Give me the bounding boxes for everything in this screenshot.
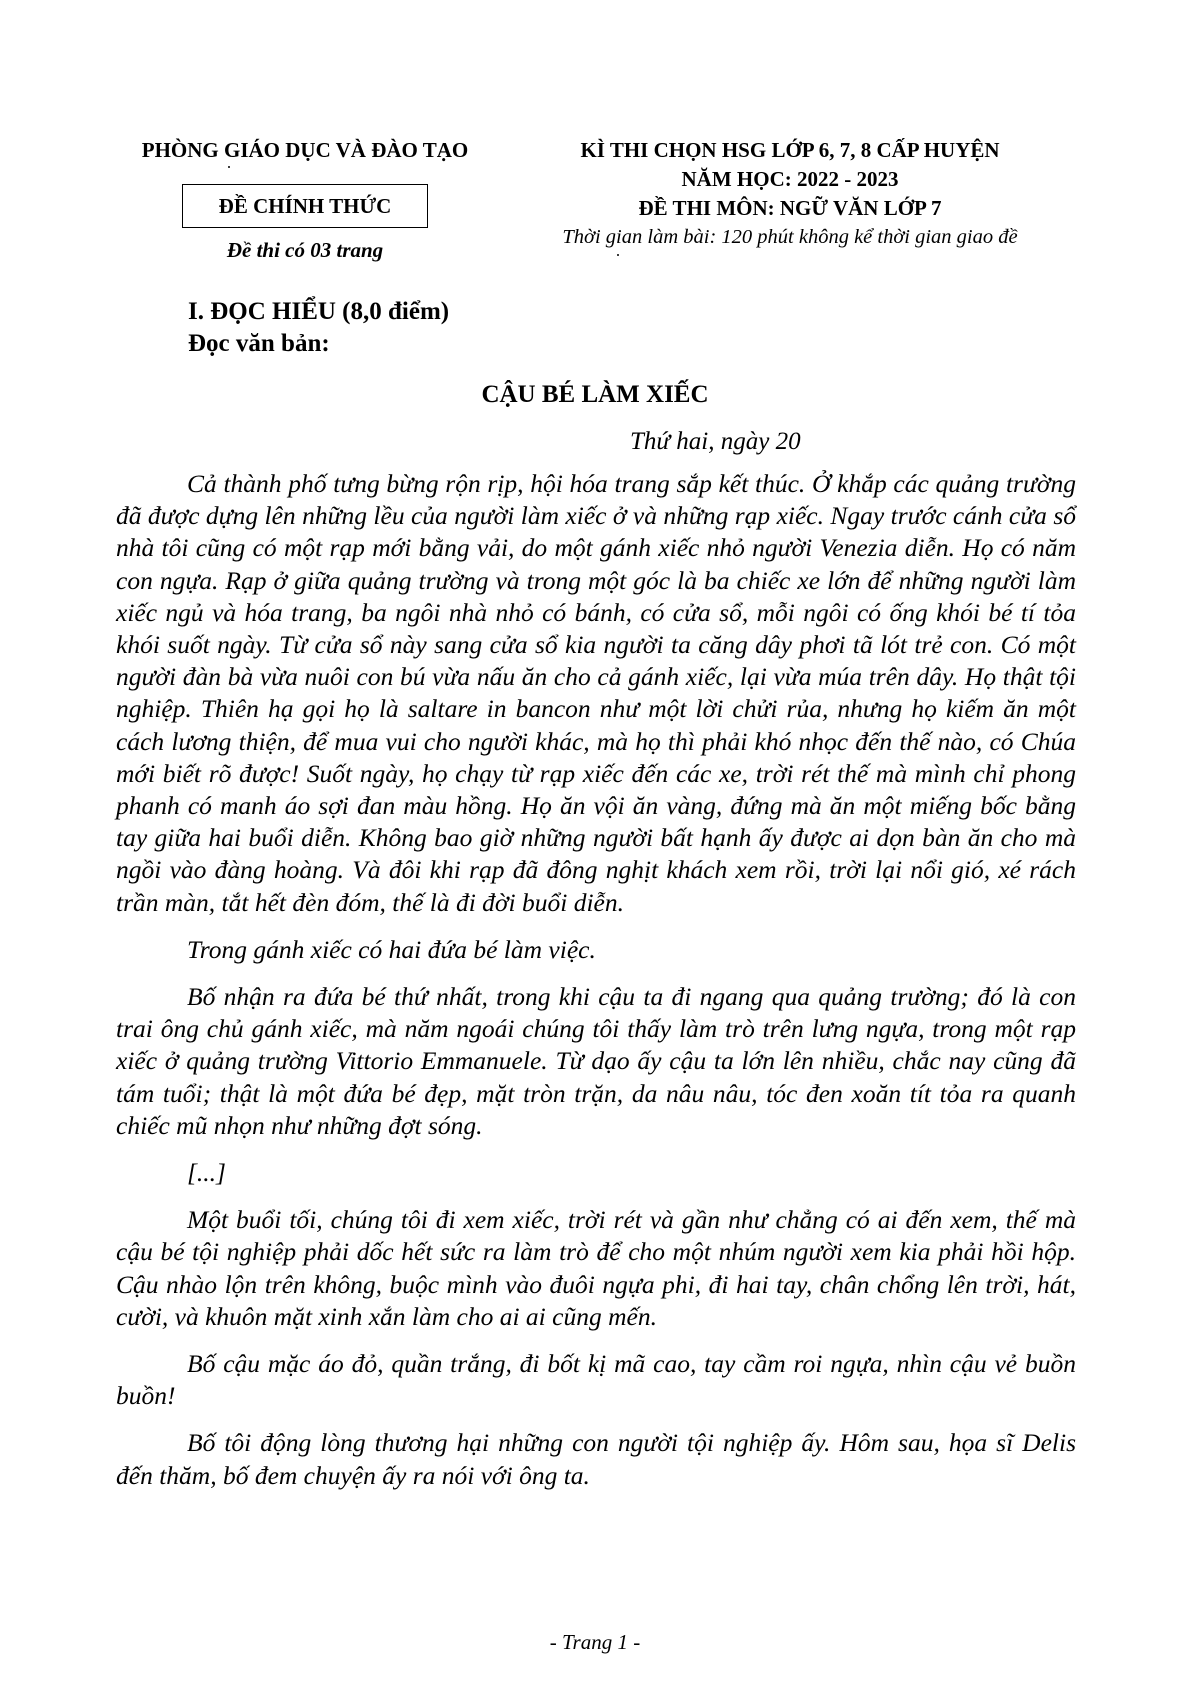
exam-subject: ĐỀ THI MÔN: NGỮ VĂN LỚP 7 (638, 196, 942, 220)
exam-title: KÌ THI CHỌN HSG LỚP 6, 7, 8 CẤP HUYỆN (580, 138, 1000, 162)
story-body (116, 468, 1076, 1492)
time-note: Thời gian làm bài: 120 phút không kể thời gian giao đề (562, 226, 1018, 248)
page-number: - Trang 1 - (549, 1630, 641, 1654)
story-paragraph: Cả thành phố tưng bừng rộn rịp, hội hóa trang sắp kết thúc. Ở khắp các quảng trường đã được dựng lên những lều của người làm xiếc ở và những rạp xiếc. Ngay trước cánh cửa sổ nhà tôi cũng có một rạp mới bằng vải, do một gánh xiếc nhỏ người Venezia diễn. Họ có năm con ngựa. Rạp ở giữa quảng trường và trong một góc là ba chiếc xe lớn để những người làm xiếc ngủ và hóa trang, ba ngôi nhà nhỏ có bánh, có cửa sổ, mỗi ngôi có ống khói bé tí tỏa khói suốt ngày. Từ cửa sổ này sang cửa sổ kia người ta căng dây phơi tã lót trẻ con. Có một người đàn bà vừa nuôi con bú vừa nấu ăn cho cả gánh xiếc, lại vừa múa trên dây. Họ thật tội nghiệp. Thiên hạ gọi họ là saltare in bancon như một lời chửi rủa, nhưng họ kiếm ăn một cách lương thiện, để mua vui cho người khác, mà họ thì phải khó nhọc đến thế nào, có Chúa mới biết rõ được! Suốt ngày, họ chạy từ rạp xiếc đến các xe, trời rét thế mà mình chỉ phong phanh có manh áo sợi đan màu hồng. Họ ăn vội ăn vàng, đứng mà ăn một miếng bốc bằng tay giữa hai buổi diễn. Không bao giờ những người bất hạnh ấy được ai dọn bàn ăn cho mà ngồi vào đàng hoàng. Và đôi khi rạp đã đông nghịt khách xem rồi, trời lại nổi gió, xé rách trần màn, tắt hết đèn đóm, thế là đi đời buổi diễn. (116, 469, 1076, 917)
section-heading: I. ĐỌC HIỂU (8,0 điểm) (188, 298, 450, 325)
story-ellipsis: [...] (187, 1158, 226, 1188)
official-exam-box (182, 184, 428, 228)
pages-note: Đề thi có 03 trang (226, 238, 384, 262)
story-date: Thứ hai, ngày 20 (630, 428, 801, 455)
story-paragraph: Bố cậu mặc áo đỏ, quần trắng, đi bốt kị mã cao, tay cầm roi ngựa, nhìn cậu vẻ buồn buồn! (116, 1349, 1076, 1411)
official-exam-label: ĐỀ CHÍNH THỨC (218, 193, 392, 218)
story-paragraph: Bố tôi động lòng thương hại những con người tội nghiệp ấy. Hôm sau, họa sĩ Delis đến thăm, bố đem chuyện ấy ra nói với ông ta. (116, 1428, 1076, 1490)
story-title: CẬU BÉ LÀM XIẾC (481, 381, 709, 408)
department-name: PHÒNG GIÁO DỤC VÀ ĐÀO TẠO (141, 138, 469, 162)
story-paragraph: Trong gánh xiếc có hai đứa bé làm việc. (187, 934, 596, 964)
story-paragraph: Bố nhận ra đứa bé thứ nhất, trong khi cậu ta đi ngang qua quảng trường; đó là con trai ông chủ gánh xiếc, mà năm ngoái chúng tôi thấy làm trò trên lưng ngựa, trong một rạp xiếc ở quảng trường Vittorio Emmanuele. Từ dạo ấy cậu ta lớn lên nhiều, chắc nay cũng đã tám tuổi; thật là một đứa bé đẹp, mặt tròn trặn, da nâu nâu, tóc đen xoăn tít tỏa ra quanh chiếc mũ nhọn như những đợt sóng. (116, 982, 1076, 1140)
school-year: NĂM HỌC: 2022 - 2023 (681, 167, 899, 191)
scan-speck (617, 254, 619, 256)
scan-speck (228, 166, 230, 168)
story-paragraph: Một buổi tối, chúng tôi đi xem xiếc, trời rét và gần như chẳng có ai đến xem, thế mà cậu bé tội nghiệp phải dốc hết sức ra làm trò để cho một nhúm người xem kia phải hồi hộp. Cậu nhào lộn trên không, buộc mình vào đuôi ngựa phi, đi hai tay, chân chổng lên trời, hát, cười, và khuôn mặt xinh xắn làm cho ai ai cũng mến. (116, 1205, 1076, 1331)
section-subheading: Đọc văn bản: (188, 330, 330, 357)
